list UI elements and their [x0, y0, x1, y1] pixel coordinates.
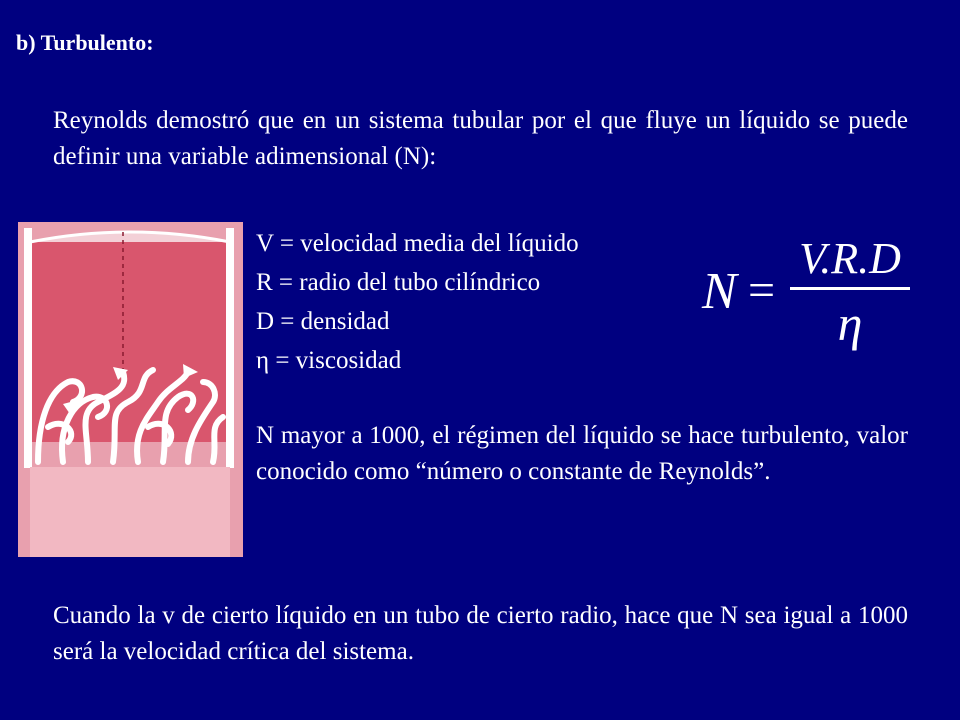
intro-paragraph: Reynolds demostró que en un sistema tubular por el que fluye un líquido se puede definir una variable adimensional (N):	[53, 107, 908, 170]
definition-viscosity: η = viscosidad	[256, 347, 402, 374]
turbulent-flow-tube-illustration	[18, 222, 243, 557]
formula-lhs: N	[702, 263, 737, 320]
critical-velocity-paragraph: Cuando la v de cierto líquido en un tubo de cierto radio, hace que N sea igual a 1000 será la velocidad crítica del sistema.	[53, 602, 908, 665]
fraction-bar	[790, 287, 910, 290]
definition-density: D = densidad	[256, 308, 390, 335]
section-heading: b) Turbulento:	[16, 30, 154, 55]
formula-denominator: η	[837, 295, 863, 351]
reynolds-number-note: N mayor a 1000, el régimen del líquido se hace turbulento, valor conocido como “número o constante de Reynolds”.	[256, 422, 908, 485]
formula-numerator: V.R.D	[799, 234, 901, 283]
reynolds-formula	[700, 228, 915, 353]
definition-radius: R = radio del tubo cilíndrico	[256, 269, 541, 296]
formula-equals: =	[748, 264, 776, 317]
definition-velocity: V = velocidad media del líquido	[256, 230, 579, 257]
variable-definitions	[256, 224, 579, 380]
